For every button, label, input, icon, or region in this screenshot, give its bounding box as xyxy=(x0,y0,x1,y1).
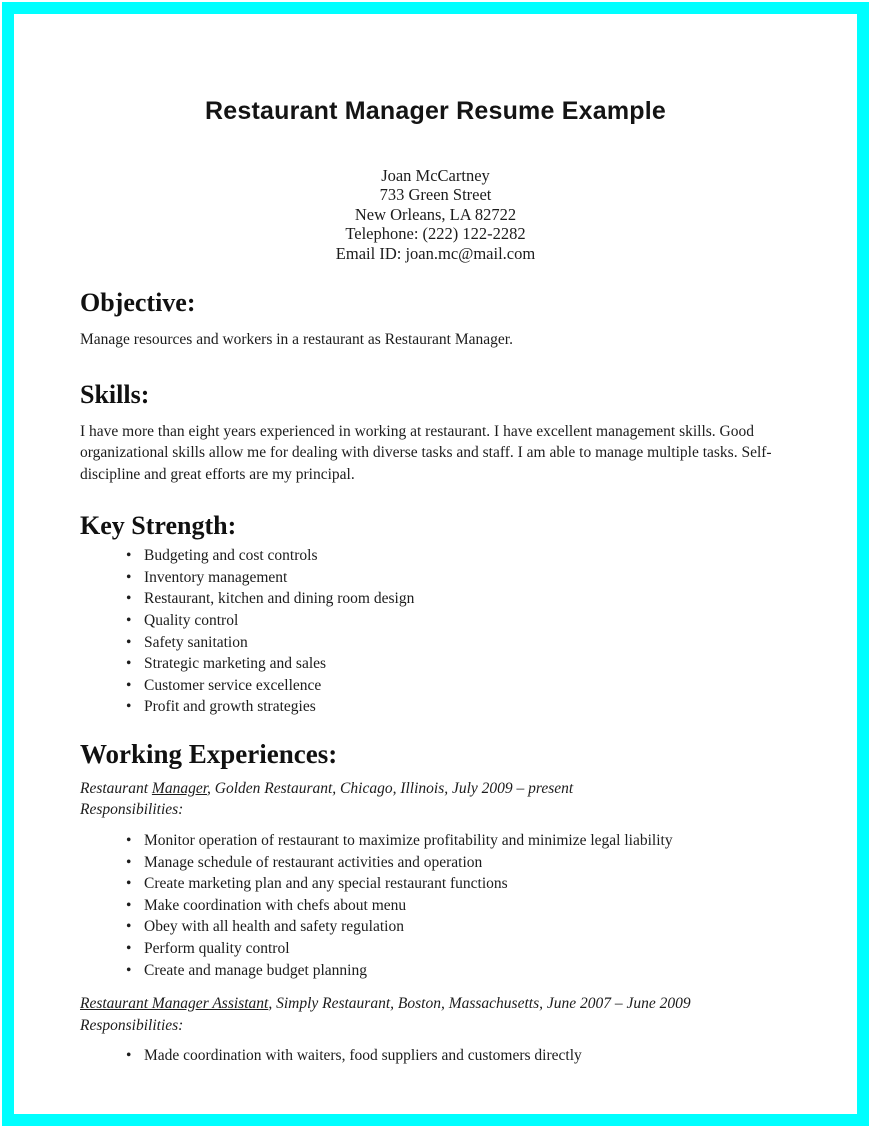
list-item-label: Monitor operation of restaurant to maximize profitability and minimize legal liability xyxy=(144,831,673,849)
section-heading-working-experiences: Working Experiences: xyxy=(80,738,338,769)
bullet-dot-icon: • xyxy=(126,568,132,586)
bullet-dot-icon: • xyxy=(126,547,132,565)
responsibilities-list xyxy=(80,1045,805,1067)
list-item xyxy=(80,610,805,632)
bullet-dot-icon: • xyxy=(126,875,132,893)
job-role-prefix: Restaurant xyxy=(80,779,152,797)
list-item xyxy=(80,632,805,654)
list-item-label: Quality control xyxy=(144,611,239,629)
responsibilities-label: Responsibilities: xyxy=(80,1016,184,1034)
bullet-dot-icon: • xyxy=(126,698,132,716)
list-item-label: Make coordination with chefs about menu xyxy=(144,896,407,914)
bullet-dot-icon: • xyxy=(126,939,132,957)
bullet-dot-icon: • xyxy=(126,853,132,871)
job-details: , Golden Restaurant, Chicago, Illinois, July 2009 – present xyxy=(207,779,574,797)
list-item xyxy=(80,895,805,917)
list-item xyxy=(80,696,805,718)
job-title-line xyxy=(80,993,805,1015)
bullet-dot-icon: • xyxy=(126,1047,132,1065)
list-item-label: Budgeting and cost controls xyxy=(144,547,318,565)
list-item-label: Restaurant, kitchen and dining room design xyxy=(144,590,415,608)
contact-name: Joan McCartney xyxy=(381,166,490,185)
responsibilities-list xyxy=(80,830,805,981)
job-role-link[interactable]: Manager xyxy=(151,779,208,797)
resume-body xyxy=(14,289,857,1067)
list-item-label: Perform quality control xyxy=(144,939,290,957)
section-heading-objective: Objective: xyxy=(80,288,196,318)
list-item-label: Obey with all health and safety regulation xyxy=(144,918,404,936)
bullet-dot-icon: • xyxy=(126,633,132,651)
bullet-dot-icon: • xyxy=(126,676,132,694)
list-item xyxy=(80,852,805,874)
list-item xyxy=(80,653,805,675)
list-item-label: Strategic marketing and sales xyxy=(144,655,327,673)
list-item xyxy=(80,545,805,567)
jobs-container xyxy=(80,778,805,1067)
list-item-label: Profit and growth strategies xyxy=(144,698,316,716)
list-item xyxy=(80,1045,805,1067)
list-item xyxy=(80,830,805,852)
job-role-link[interactable]: Restaurant Manager Assistant xyxy=(80,995,269,1013)
contact-city-state-zip: New Orleans, LA 82722 xyxy=(354,204,517,224)
bullet-dot-icon: • xyxy=(126,961,132,979)
list-item-label: Manage schedule of restaurant activities and operation xyxy=(144,853,483,871)
bullet-dot-icon: • xyxy=(126,896,132,914)
list-item-label: Create marketing plan and any special restaurant functions xyxy=(144,875,508,893)
contact-telephone: Telephone: (222) 122-2282 xyxy=(345,224,526,244)
contact-email: Email ID: joan.mc@mail.com xyxy=(335,243,536,263)
list-item-label: Made coordination with waiters, food suppliers and customers directly xyxy=(144,1047,582,1065)
list-item xyxy=(80,938,805,960)
list-item xyxy=(80,567,805,589)
list-item-label: Safety sanitation xyxy=(144,633,248,651)
bullet-dot-icon: • xyxy=(126,918,132,936)
list-item-label: Customer service excellence xyxy=(144,676,322,694)
resume-document xyxy=(14,14,857,1114)
contact-block xyxy=(14,166,857,263)
responsibilities-label: Responsibilities: xyxy=(80,801,184,819)
bullet-dot-icon: • xyxy=(126,590,132,608)
list-item-label: Inventory management xyxy=(144,568,288,586)
list-item xyxy=(80,916,805,938)
list-item xyxy=(80,675,805,697)
key-strength-list xyxy=(80,545,805,718)
bullet-dot-icon: • xyxy=(126,831,132,849)
contact-street: 733 Green Street xyxy=(379,185,492,205)
skills-text: I have more than eight years experienced in working at restaurant. I have excellent management skills. Good organizational skills allow me for dealing with diverse tasks and staff. I am able to manage multiple tasks. Self-discipline and great efforts are my principal. xyxy=(80,422,772,483)
list-item xyxy=(80,588,805,610)
job-details: , Simply Restaurant, Boston, Massachusetts, June 2007 – June 2009 xyxy=(268,995,691,1013)
list-item xyxy=(80,960,805,982)
list-item xyxy=(80,873,805,895)
section-heading-key-strength: Key Strength: xyxy=(80,511,237,541)
bullet-dot-icon: • xyxy=(126,655,132,673)
bullet-dot-icon: • xyxy=(126,611,132,629)
page-title: Restaurant Manager Resume Example xyxy=(205,97,666,125)
objective-text: Manage resources and workers in a restaurant as Restaurant Manager. xyxy=(80,331,513,349)
job-title-line xyxy=(80,778,805,800)
list-item-label: Create and manage budget planning xyxy=(144,961,367,979)
section-heading-skills: Skills: xyxy=(80,379,150,409)
